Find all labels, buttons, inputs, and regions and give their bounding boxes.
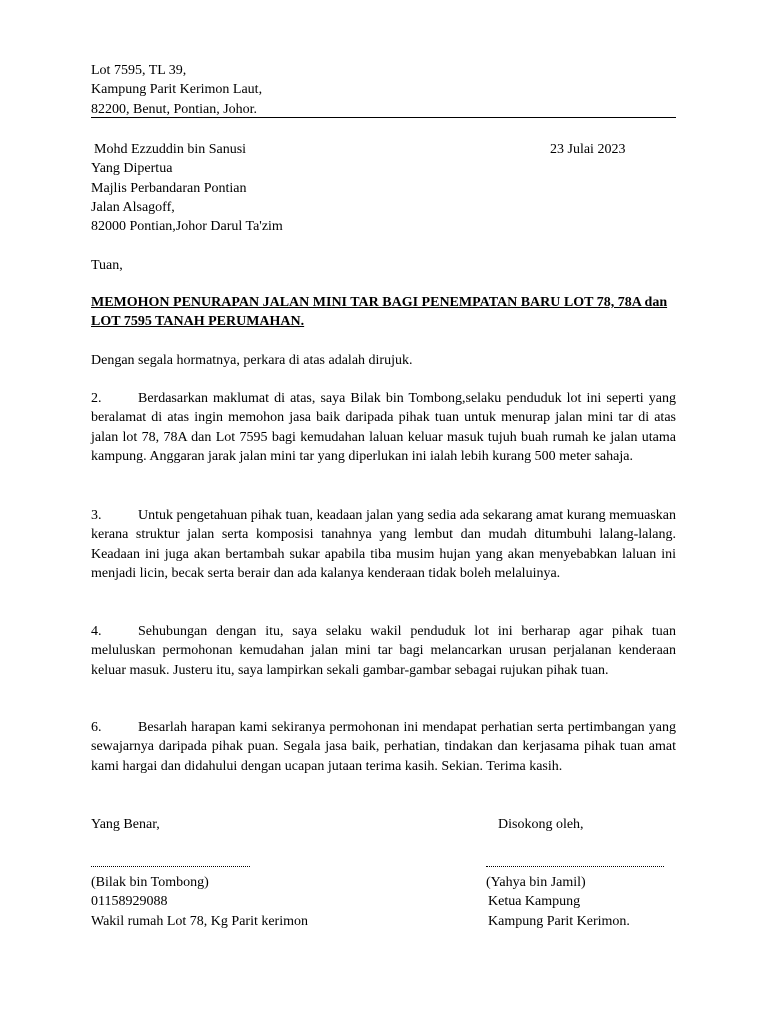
recipient-address bbox=[91, 140, 283, 236]
letter-date: 23 Julai 2023 bbox=[550, 142, 626, 157]
header-divider bbox=[91, 117, 676, 118]
recipient-title: Yang Dipertua bbox=[91, 161, 173, 177]
signatory-place: Kampung Parit Kerimon. bbox=[488, 913, 630, 929]
sender-address-line: Lot 7595, TL 39, bbox=[91, 63, 187, 78]
supported-by-label: Disokong oleh, bbox=[498, 817, 584, 832]
signatory-right bbox=[486, 873, 630, 931]
closing-phrase: Yang Benar, bbox=[91, 817, 160, 832]
salutation: Tuan, bbox=[91, 258, 123, 273]
paragraph-number: 4. bbox=[91, 624, 102, 639]
sender-address bbox=[91, 61, 262, 119]
body-paragraph bbox=[91, 622, 676, 680]
paragraph-number: 2. bbox=[91, 391, 102, 406]
signatory-phone: 01158929088 bbox=[91, 894, 168, 910]
paragraph-text: Sehubungan dengan itu, saya selaku wakil penduduk lot ini berharap agar pihak tuan meluluskan permohonan kemudahan jalan mini tar bagi melancarkan urusan perjalanan kenderaan keluar masuk. Justeru itu, saya lampirkan sekali gambar-gambar sebagai rujukan pihak tuan. bbox=[91, 624, 676, 678]
signatory-name: (Bilak bin Tombong) bbox=[91, 875, 209, 890]
opening-paragraph: Dengan segala hormatnya, perkara di atas adalah dirujuk. bbox=[91, 353, 413, 368]
paragraph-text: Besarlah harapan kami sekiranya permohonan ini mendapat perhatian serta pertimbangan yang sewajarnya daripada pihak puan. Segala jasa baik, perhatian, tindakan dan kerjasama pihak tuan amat kami hargai dan didahului dengan ucapan jutaan terima kasih. Sekian. Terima kasih. bbox=[91, 720, 676, 774]
subject-heading: MEMOHON PENURAPAN JALAN MINI TAR BAGI PENEMPATAN BARU LOT 78, 78A dan LOT 7595 TANAH PERUMAHAN. bbox=[91, 295, 668, 330]
signature-line-left bbox=[91, 866, 250, 867]
paragraph-text: Berdasarkan maklumat di atas, saya Bilak bin Tombong,selaku penduduk lot ini seperti yang beralamat di atas ingin memohon jasa baik daripada pihak tuan untuk menurap jalan mini tar di atas jalan lot 78, 78A dan Lot 7595 bagi kemudahan laluan keluar masuk tujuh buah rumah ke jalan utama kampung. Anggaran jarak jalan mini tar yang diperlukan ini ialah lebih kurang 500 meter sahaja. bbox=[91, 391, 676, 464]
recipient-street: Jalan Alsagoff, bbox=[91, 199, 175, 215]
recipient-city: 82000 Pontian,Johor Darul Ta'zim bbox=[91, 219, 283, 235]
body-paragraph bbox=[91, 389, 676, 466]
recipient-name: Mohd Ezzuddin bin Sanusi bbox=[94, 142, 247, 157]
signature-line-right bbox=[486, 866, 664, 867]
signatory-left bbox=[91, 873, 308, 931]
paragraph-number: 6. bbox=[91, 720, 102, 735]
signatory-name: (Yahya bin Jamil) bbox=[486, 875, 586, 890]
body-paragraph bbox=[91, 506, 676, 583]
recipient-organisation: Majlis Perbandaran Pontian bbox=[91, 180, 247, 196]
sender-address-line: Kampung Parit Kerimon Laut, bbox=[91, 82, 263, 98]
paragraph-text: Untuk pengetahuan pihak tuan, keadaan jalan yang sedia ada sekarang amat kurang memuaskan kerana struktur jalan serta komposisi tanahnya yang lembut dan mudah ditumbuhi lalang-lalang. Keadaan ini juga akan bertambah sukar apabila tiba musim hujan yang akan menyebabkan laluan ini menjadi licin, becak serta berair dan ada kalanya kenderaan tidak boleh melaluinya. bbox=[91, 508, 676, 581]
sender-address-line: 82200, Benut, Pontian, Johor. bbox=[91, 101, 258, 117]
signatory-role: Wakil rumah Lot 78, Kg Parit kerimon bbox=[91, 913, 308, 929]
paragraph-number: 3. bbox=[91, 508, 102, 523]
signatory-title: Ketua Kampung bbox=[488, 894, 581, 910]
body-paragraph bbox=[91, 718, 676, 776]
